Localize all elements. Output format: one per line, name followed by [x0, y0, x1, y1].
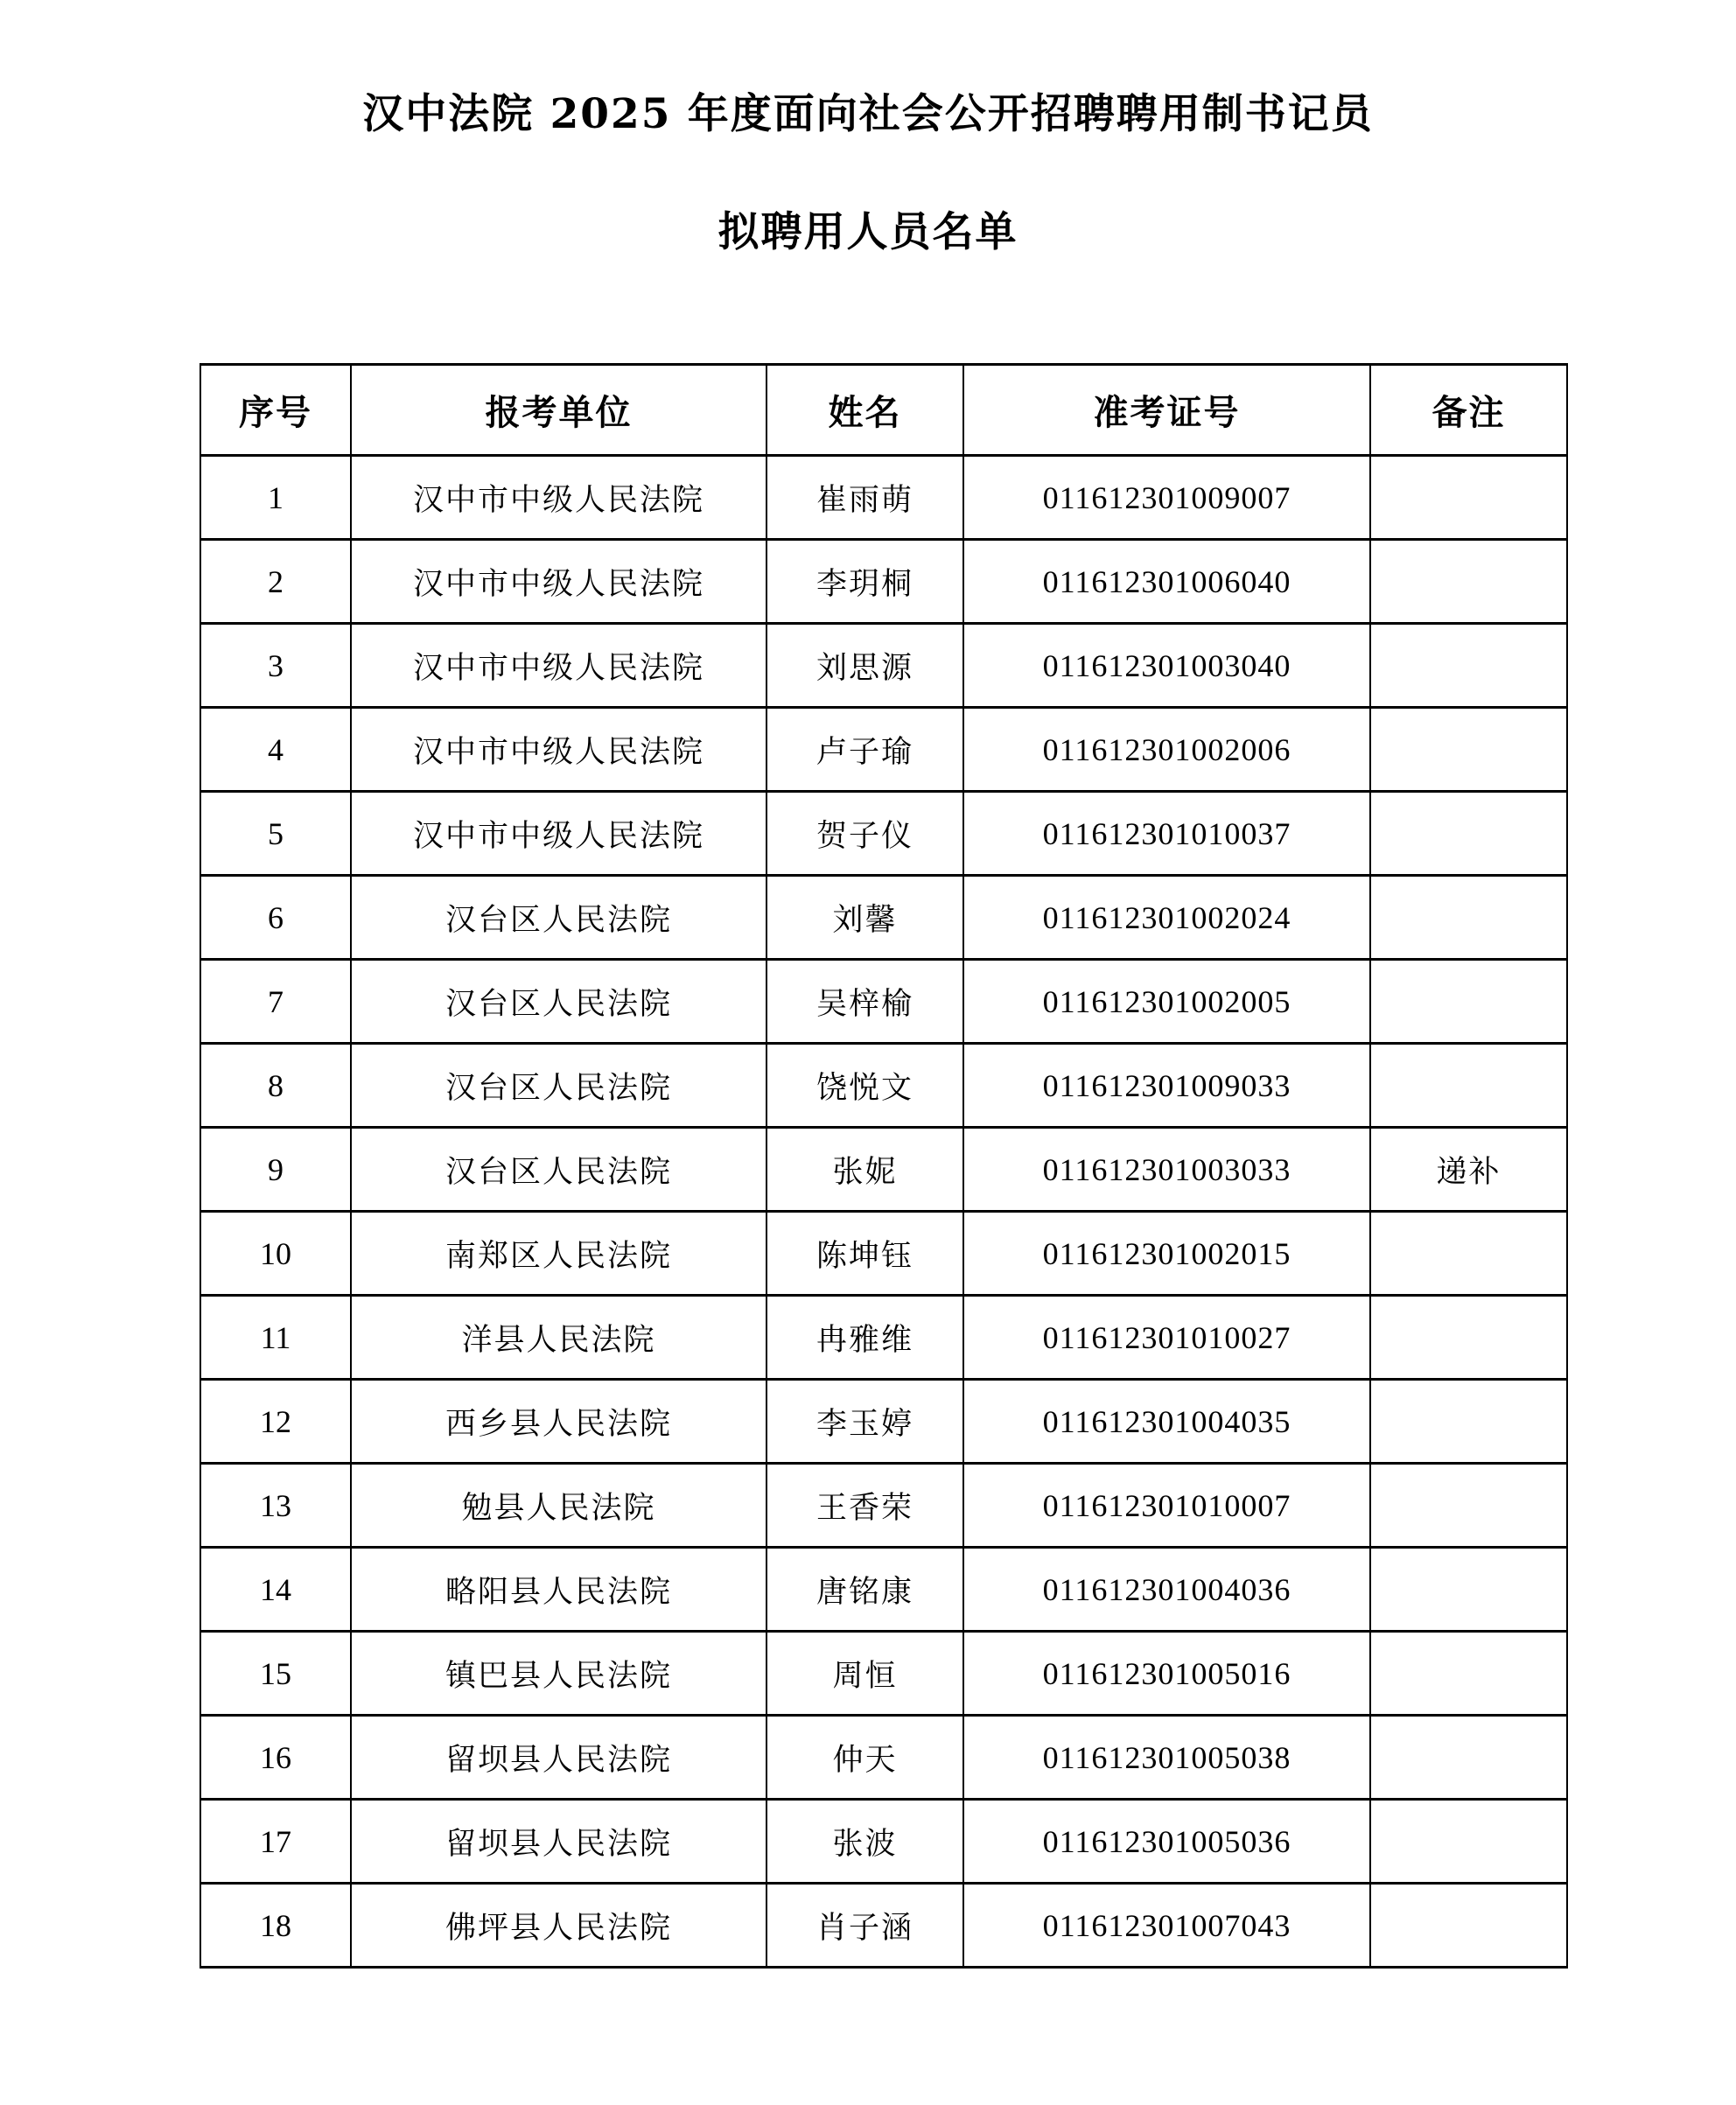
- cell-seq: 7: [200, 960, 351, 1044]
- cell-seq: 2: [200, 540, 351, 624]
- cell-seq: 6: [200, 876, 351, 960]
- cell-ticket: 011612301004035: [963, 1380, 1370, 1464]
- cell-seq: 14: [200, 1548, 351, 1632]
- table-row: [200, 1464, 1567, 1548]
- cell-remark: [1370, 1632, 1567, 1716]
- cell-name: 张妮: [766, 1128, 963, 1212]
- cell-name: 饶悦文: [766, 1044, 963, 1128]
- cell-ticket: 011612301005016: [963, 1632, 1370, 1716]
- cell-name: 唐铭康: [766, 1548, 963, 1632]
- cell-remark: [1370, 708, 1567, 792]
- table-row: [200, 1380, 1567, 1464]
- table-row: [200, 960, 1567, 1044]
- table-row: [200, 624, 1567, 708]
- table-row: [200, 792, 1567, 876]
- cell-remark: [1370, 456, 1567, 540]
- cell-name: 刘馨: [766, 876, 963, 960]
- cell-name: 张波: [766, 1800, 963, 1884]
- table-row: [200, 540, 1567, 624]
- cell-seq: 17: [200, 1800, 351, 1884]
- cell-unit: 略阳县人民法院: [351, 1548, 766, 1632]
- table-row: [200, 1044, 1567, 1128]
- table-row: [200, 876, 1567, 960]
- cell-seq: 5: [200, 792, 351, 876]
- cell-name: 李玥桐: [766, 540, 963, 624]
- table-row: [200, 1296, 1567, 1380]
- cell-name: 卢子瑜: [766, 708, 963, 792]
- cell-ticket: 011612301009007: [963, 456, 1370, 540]
- table-row: [200, 1128, 1567, 1212]
- cell-remark: [1370, 1044, 1567, 1128]
- cell-ticket: 011612301009033: [963, 1044, 1370, 1128]
- cell-name: 仲天: [766, 1716, 963, 1800]
- cell-unit: 汉中市中级人民法院: [351, 792, 766, 876]
- header-cell-remark: 备注: [1370, 365, 1567, 456]
- cell-ticket: 011612301005036: [963, 1800, 1370, 1884]
- cell-remark: [1370, 1380, 1567, 1464]
- cell-seq: 16: [200, 1716, 351, 1800]
- cell-name: 王香荣: [766, 1464, 963, 1548]
- cell-unit: 汉中市中级人民法院: [351, 624, 766, 708]
- cell-unit: 留坝县人民法院: [351, 1716, 766, 1800]
- cell-unit: 勉县人民法院: [351, 1464, 766, 1548]
- cell-name: 李玉婷: [766, 1380, 963, 1464]
- cell-name: 刘思源: [766, 624, 963, 708]
- cell-unit: 汉台区人民法院: [351, 1128, 766, 1212]
- cell-ticket: 011612301002024: [963, 876, 1370, 960]
- cell-seq: 3: [200, 624, 351, 708]
- cell-seq: 9: [200, 1128, 351, 1212]
- cell-remark: [1370, 540, 1567, 624]
- header-row: [200, 365, 1567, 456]
- cell-remark: [1370, 1464, 1567, 1548]
- cell-ticket: 011612301002005: [963, 960, 1370, 1044]
- cell-unit: 南郑区人民法院: [351, 1212, 766, 1296]
- header-cell-unit: 报考单位: [351, 365, 766, 456]
- table-row: [200, 1884, 1567, 1968]
- cell-ticket: 011612301006040: [963, 540, 1370, 624]
- cell-name: 贺子仪: [766, 792, 963, 876]
- cell-name: 冉雅维: [766, 1296, 963, 1380]
- table-row: [200, 708, 1567, 792]
- cell-ticket: 011612301003040: [963, 624, 1370, 708]
- cell-remark: [1370, 1548, 1567, 1632]
- cell-seq: 11: [200, 1296, 351, 1380]
- cell-unit: 汉中市中级人民法院: [351, 540, 766, 624]
- cell-ticket: 011612301010007: [963, 1464, 1370, 1548]
- cell-name: 周恒: [766, 1632, 963, 1716]
- document-title-line1: 汉中法院 2025 年度面向社会公开招聘聘用制书记员: [362, 90, 1374, 138]
- cell-seq: 8: [200, 1044, 351, 1128]
- cell-name: 崔雨萌: [766, 456, 963, 540]
- cell-ticket: 011612301007043: [963, 1884, 1370, 1968]
- table-row: [200, 1632, 1567, 1716]
- cell-name: 陈坤钰: [766, 1212, 963, 1296]
- cell-unit: 西乡县人民法院: [351, 1380, 766, 1464]
- cell-unit: 汉台区人民法院: [351, 1044, 766, 1128]
- cell-seq: 18: [200, 1884, 351, 1968]
- table-body: [200, 456, 1567, 1968]
- header-cell-seq: 序号: [200, 365, 351, 456]
- cell-remark: 递补: [1370, 1128, 1567, 1212]
- cell-remark: [1370, 960, 1567, 1044]
- table-row: [200, 1716, 1567, 1800]
- cell-remark: [1370, 1716, 1567, 1800]
- cell-unit: 镇巴县人民法院: [351, 1632, 766, 1716]
- cell-remark: [1370, 1296, 1567, 1380]
- cell-seq: 15: [200, 1632, 351, 1716]
- cell-ticket: 011612301002015: [963, 1212, 1370, 1296]
- cell-unit: 汉台区人民法院: [351, 960, 766, 1044]
- cell-seq: 1: [200, 456, 351, 540]
- cell-name: 吴梓榆: [766, 960, 963, 1044]
- cell-seq: 13: [200, 1464, 351, 1548]
- cell-remark: [1370, 624, 1567, 708]
- table-row: [200, 1212, 1567, 1296]
- cell-seq: 10: [200, 1212, 351, 1296]
- cell-unit: 汉中市中级人民法院: [351, 708, 766, 792]
- cell-remark: [1370, 1884, 1567, 1968]
- cell-seq: 4: [200, 708, 351, 792]
- table-row: [200, 1548, 1567, 1632]
- cell-ticket: 011612301010027: [963, 1296, 1370, 1380]
- cell-remark: [1370, 876, 1567, 960]
- cell-unit: 洋县人民法院: [351, 1296, 766, 1380]
- cell-ticket: 011612301010037: [963, 792, 1370, 876]
- cell-ticket: 011612301005038: [963, 1716, 1370, 1800]
- cell-unit: 汉台区人民法院: [351, 876, 766, 960]
- cell-ticket: 011612301003033: [963, 1128, 1370, 1212]
- cell-unit: 留坝县人民法院: [351, 1800, 766, 1884]
- cell-unit: 佛坪县人民法院: [351, 1884, 766, 1968]
- table-row: [200, 456, 1567, 540]
- table-row: [200, 1800, 1567, 1884]
- roster-table: [200, 363, 1568, 1969]
- cell-remark: [1370, 1212, 1567, 1296]
- cell-ticket: 011612301002006: [963, 708, 1370, 792]
- cell-remark: [1370, 1800, 1567, 1884]
- cell-unit: 汉中市中级人民法院: [351, 456, 766, 540]
- cell-ticket: 011612301004036: [963, 1548, 1370, 1632]
- header-cell-ticket: 准考证号: [963, 365, 1370, 456]
- cell-seq: 12: [200, 1380, 351, 1464]
- cell-name: 肖子涵: [766, 1884, 963, 1968]
- document-title-line2: 拟聘用人员名单: [718, 208, 1018, 256]
- header-cell-name: 姓名: [766, 365, 963, 456]
- cell-remark: [1370, 792, 1567, 876]
